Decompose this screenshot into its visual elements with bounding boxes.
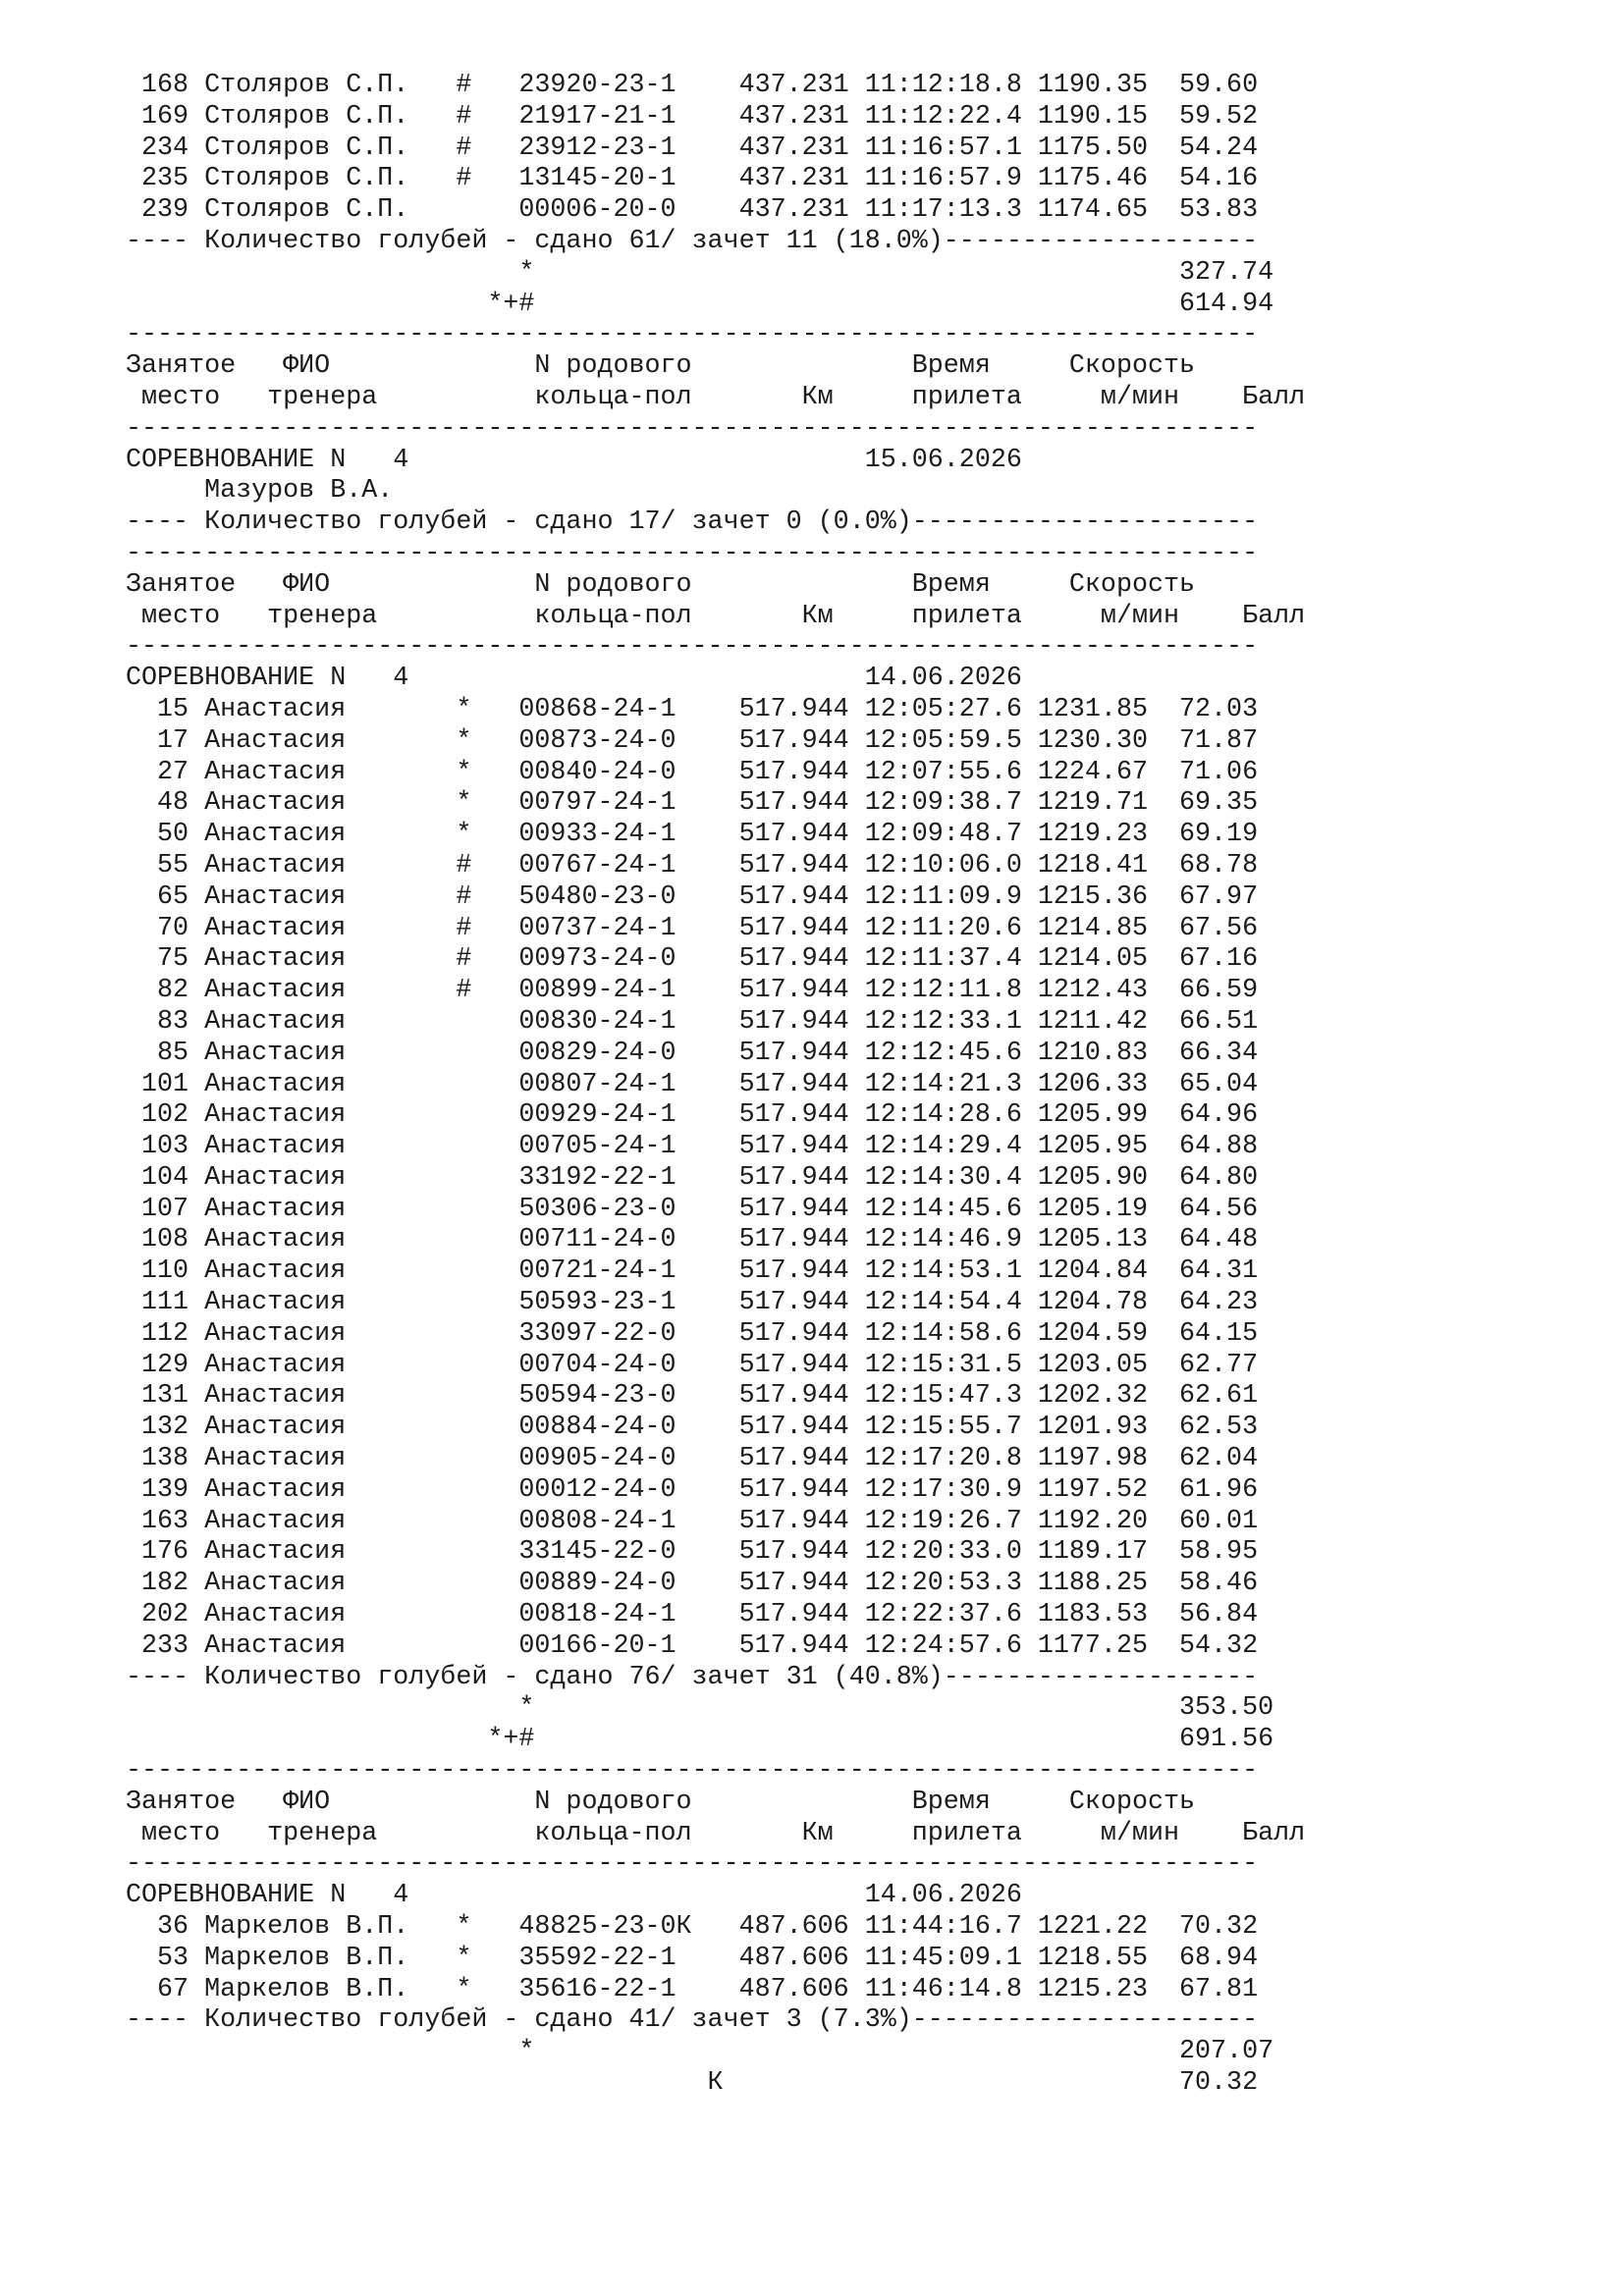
result-row: 65 Анастасия # 50480-23-0 517.944 12:11:09.9 1215.36 67.97 bbox=[126, 881, 1259, 912]
result-row: 233 Анастасия 00166-20-1 517.944 12:24:57.6 1177.25 54.32 bbox=[126, 1630, 1259, 1661]
printout-page bbox=[126, 71, 1500, 2100]
competition-header: СОРЕВНОВАНИЕ N 4 15.06.2026 bbox=[126, 445, 1022, 475]
result-row: 70 Анастасия # 00737-24-1 517.944 12:11:20.6 1214.85 67.56 bbox=[126, 913, 1259, 943]
separator-line: ------------------------------------------------------------------------ bbox=[126, 413, 1259, 444]
result-row: 103 Анастасия 00705-24-1 517.944 12:14:29.4 1205.95 64.88 bbox=[126, 1132, 1259, 1162]
result-row: 53 Маркелов В.П. * 35592-22-1 487.606 11:45:09.1 1218.55 68.94 bbox=[126, 1943, 1259, 1973]
separator-line: ------------------------------------------------------------------------ bbox=[126, 1756, 1259, 1787]
result-row: 48 Анастасия * 00797-24-1 517.944 12:09:38.7 1219.71 69.35 bbox=[126, 788, 1259, 819]
result-row: 235 Столяров С.П. # 13145-20-1 437.231 11:16:57.9 1175.46 54.16 bbox=[126, 164, 1259, 194]
summary-line: ---- Количество голубей - сдано 61/ зачет 11 (18.0%)-------------------- bbox=[126, 226, 1259, 256]
result-row: 176 Анастасия 33145-22-0 517.944 12:20:33.0 1189.17 58.95 bbox=[126, 1537, 1259, 1568]
total-line: * 353.50 bbox=[126, 1693, 1274, 1724]
total-line: * 327.74 bbox=[126, 257, 1274, 288]
result-row: 139 Анастасия 00012-24-0 517.944 12:17:30.9 1197.52 61.96 bbox=[126, 1474, 1259, 1505]
result-row: 15 Анастасия * 00868-24-1 517.944 12:05:27.6 1231.85 72.03 bbox=[126, 694, 1259, 724]
trainer-name: Мазуров В.А. bbox=[126, 476, 394, 507]
summary-line: ---- Количество голубей - сдано 17/ зачет 0 (0.0%)---------------------- bbox=[126, 507, 1259, 538]
result-row: 82 Анастасия # 00899-24-1 517.944 12:12:11.8 1212.43 66.59 bbox=[126, 976, 1259, 1006]
result-row: 239 Столяров С.П. 00006-20-0 437.231 11:17:13.3 1174.65 53.83 bbox=[126, 195, 1259, 226]
result-row: 182 Анастасия 00889-24-0 517.944 12:20:53.3 1188.25 58.46 bbox=[126, 1569, 1259, 1599]
total-line: К 70.32 bbox=[126, 2068, 1259, 2098]
result-row: 83 Анастасия 00830-24-1 517.944 12:12:33.1 1211.42 66.51 bbox=[126, 1006, 1259, 1037]
result-row: 108 Анастасия 00711-24-0 517.944 12:14:46.9 1205.13 64.48 bbox=[126, 1225, 1259, 1255]
separator-line: ------------------------------------------------------------------------ bbox=[126, 538, 1259, 568]
column-header: место тренера кольца-пол Км прилета м/мин Балл bbox=[126, 1818, 1306, 1848]
separator-line: ------------------------------------------------------------------------ bbox=[126, 1849, 1259, 1880]
result-row: 27 Анастасия * 00840-24-0 517.944 12:07:55.6 1224.67 71.06 bbox=[126, 757, 1259, 787]
competition-header: СОРЕВНОВАНИЕ N 4 14.06.2026 bbox=[126, 1881, 1022, 1911]
result-row: 17 Анастасия * 00873-24-0 517.944 12:05:59.5 1230.30 71.87 bbox=[126, 725, 1259, 756]
result-row: 111 Анастасия 50593-23-1 517.944 12:14:54.4 1204.78 64.23 bbox=[126, 1288, 1259, 1318]
result-row: 138 Анастасия 00905-24-0 517.944 12:17:20.8 1197.98 62.04 bbox=[126, 1444, 1259, 1474]
competition-header: СОРЕВНОВАНИЕ N 4 14.06.2026 bbox=[126, 664, 1022, 694]
summary-line: ---- Количество голубей - сдано 76/ зачет 31 (40.8%)-------------------- bbox=[126, 1662, 1259, 1692]
column-header: Занятое ФИО N родового Время Скорость bbox=[126, 351, 1196, 382]
result-row: 107 Анастасия 50306-23-0 517.944 12:14:45.6 1205.19 64.56 bbox=[126, 1194, 1259, 1224]
result-row: 112 Анастасия 33097-22-0 517.944 12:14:58.6 1204.59 64.15 bbox=[126, 1318, 1259, 1349]
column-header: место тренера кольца-пол Км прилета м/мин Балл bbox=[126, 601, 1306, 631]
result-row: 202 Анастасия 00818-24-1 517.944 12:22:37.6 1183.53 56.84 bbox=[126, 1600, 1259, 1630]
column-header: Занятое ФИО N родового Время Скорость bbox=[126, 1787, 1196, 1817]
column-header: Занятое ФИО N родового Время Скорость bbox=[126, 569, 1196, 600]
total-line: * 207.07 bbox=[126, 2037, 1274, 2067]
result-row: 131 Анастасия 50594-23-0 517.944 12:15:47.3 1202.32 62.61 bbox=[126, 1381, 1259, 1412]
result-row: 132 Анастасия 00884-24-0 517.944 12:15:55.7 1201.93 62.53 bbox=[126, 1413, 1259, 1443]
result-row: 101 Анастасия 00807-24-1 517.944 12:14:21.3 1206.33 65.04 bbox=[126, 1069, 1259, 1099]
result-row: 55 Анастасия # 00767-24-1 517.944 12:10:06.0 1218.41 68.78 bbox=[126, 850, 1259, 881]
result-row: 67 Маркелов В.П. * 35616-22-1 487.606 11:46:14.8 1215.23 67.81 bbox=[126, 1974, 1259, 2004]
total-line: *+# 614.94 bbox=[126, 289, 1274, 319]
result-row: 50 Анастасия * 00933-24-1 517.944 12:09:48.7 1219.23 69.19 bbox=[126, 820, 1259, 850]
result-row: 36 Маркелов В.П. * 48825-23-0К 487.606 11:44:16.7 1221.22 70.32 bbox=[126, 1912, 1259, 1943]
result-row: 104 Анастасия 33192-22-1 517.944 12:14:30.4 1205.90 64.80 bbox=[126, 1162, 1259, 1193]
result-row: 129 Анастасия 00704-24-0 517.944 12:15:31.5 1203.05 62.77 bbox=[126, 1350, 1259, 1380]
result-row: 163 Анастасия 00808-24-1 517.944 12:19:26.7 1192.20 60.01 bbox=[126, 1506, 1259, 1536]
result-row: 168 Столяров С.П. # 23920-23-1 437.231 11:12:18.8 1190.35 59.60 bbox=[126, 71, 1259, 100]
result-row: 234 Столяров С.П. # 23912-23-1 437.231 11:16:57.1 1175.50 54.24 bbox=[126, 133, 1259, 163]
result-row: 102 Анастасия 00929-24-1 517.944 12:14:28.6 1205.99 64.96 bbox=[126, 1100, 1259, 1131]
separator-line: ------------------------------------------------------------------------ bbox=[126, 320, 1259, 350]
result-row: 169 Столяров С.П. # 21917-21-1 437.231 11:12:22.4 1190.15 59.52 bbox=[126, 101, 1259, 132]
result-row: 75 Анастасия # 00973-24-0 517.944 12:11:37.4 1214.05 67.16 bbox=[126, 944, 1259, 975]
total-line: *+# 691.56 bbox=[126, 1725, 1274, 1755]
result-row: 85 Анастасия 00829-24-0 517.944 12:12:45.6 1210.83 66.34 bbox=[126, 1038, 1259, 1068]
column-header: место тренера кольца-пол Км прилета м/мин Балл bbox=[126, 382, 1306, 412]
result-row: 110 Анастасия 00721-24-1 517.944 12:14:53.1 1204.84 64.31 bbox=[126, 1256, 1259, 1287]
summary-line: ---- Количество голубей - сдано 41/ зачет 3 (7.3%)---------------------- bbox=[126, 2005, 1259, 2036]
separator-line: ------------------------------------------------------------------------ bbox=[126, 632, 1259, 663]
